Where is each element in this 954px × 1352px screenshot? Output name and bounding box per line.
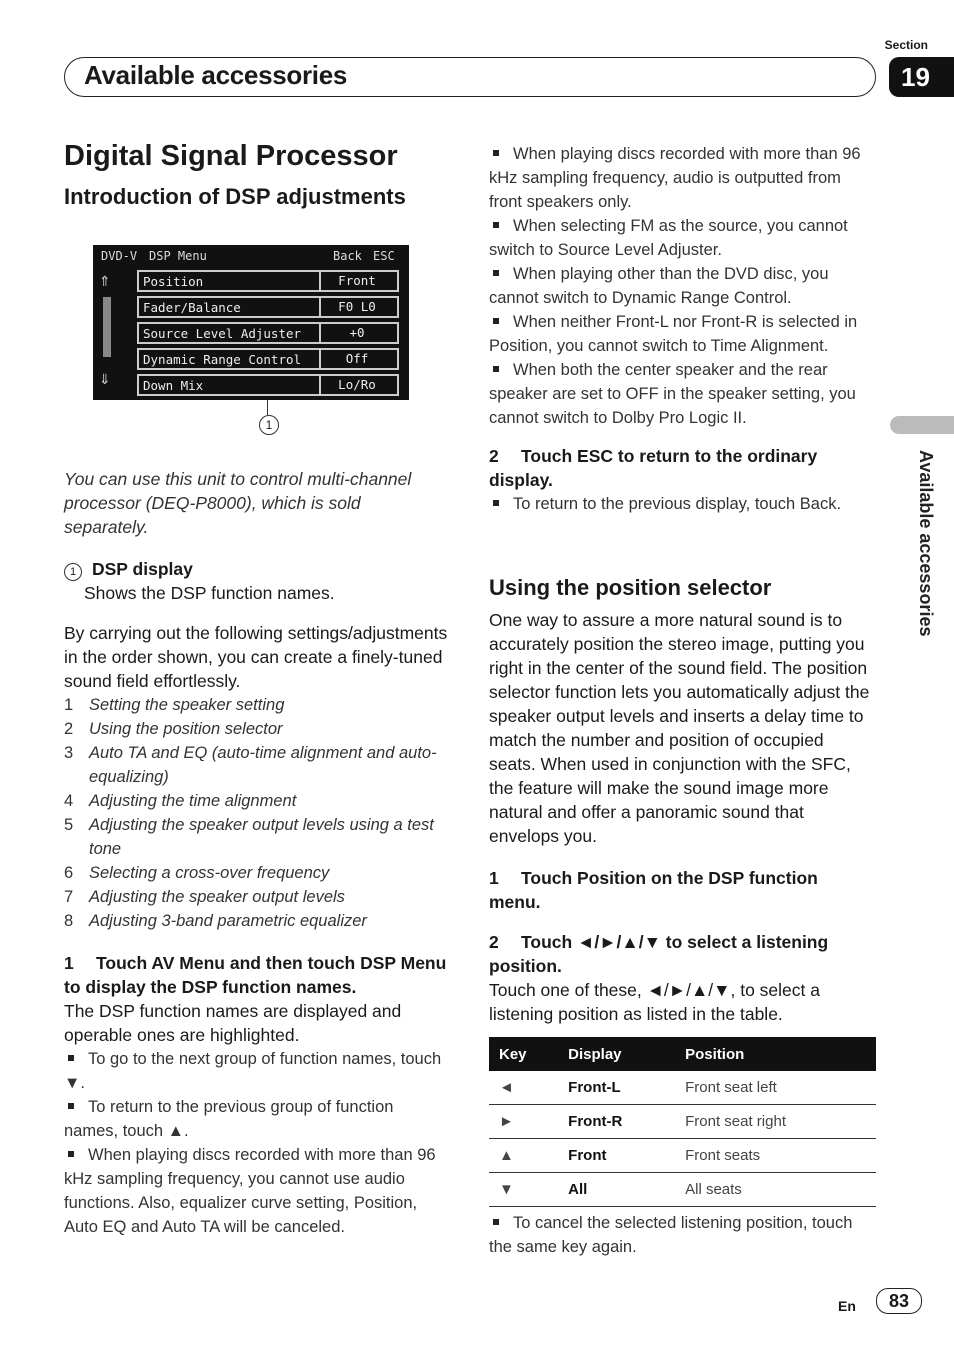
dsp-display-item <box>64 557 449 581</box>
subtitle-intro: Introduction of DSP adjustments <box>64 184 406 209</box>
scrollbar[interactable] <box>103 297 111 357</box>
screen-esc[interactable]: ESC <box>373 249 395 263</box>
bullet: When playing other than the DVD disc, you cannot switch to Dynamic Range Control. <box>489 265 829 307</box>
setup-paragraph: By carrying out the following settings/adjustments in the order shown, you can create a finely-tuned sound field effortlessly. <box>64 623 448 691</box>
row-label: Source Level Adjuster <box>143 325 302 341</box>
bullet: When playing discs recorded with more than 96 kHz sampling frequency, audio is outputted from front speakers only. <box>489 145 861 211</box>
dsp-display-title: DSP display <box>92 559 193 579</box>
row-value: Off <box>319 350 393 368</box>
section-number: 19 <box>889 57 954 97</box>
pos-step-1: 1 Touch Position on the DSP function menu. <box>489 868 818 912</box>
col-display: Display <box>558 1037 675 1071</box>
steps-list <box>64 693 449 933</box>
table-row: ▲ Front Front seats <box>489 1139 876 1173</box>
row-label: Position <box>143 273 204 289</box>
left-column <box>64 467 449 1239</box>
bullet: When both the center speaker and the rear speaker are set to OFF in the speaker setting, you cannot switch to Dolby Pro Logic II. <box>489 361 856 427</box>
row-value: +0 <box>319 324 393 342</box>
pos-step-2: 2 Touch ◄/►/▲/▼ to select a listening position. <box>489 932 829 976</box>
position-section <box>489 608 874 1026</box>
table-row: ▼ All All seats <box>489 1173 876 1207</box>
col-position: Position <box>675 1037 876 1071</box>
dsp-display-desc: Shows the DSP function names. <box>84 583 335 603</box>
header-title: Available accessories <box>84 60 348 90</box>
bullet: When playing discs recorded with more than 96 kHz sampling frequency, you cannot use audio functions. Also, equalizer curve setting, Position, Auto EQ and Auto TA will be canceled. <box>64 1146 436 1236</box>
screen-row[interactable] <box>137 374 399 396</box>
col-key: Key <box>489 1037 558 1071</box>
subtitle-position: Using the position selector <box>489 575 772 600</box>
screen-menu: DSP Menu <box>149 249 207 263</box>
row-value: F0 L0 <box>319 298 393 316</box>
screen-source: DVD-V <box>101 249 138 263</box>
list-item: 6 Selecting a cross-over frequency <box>64 864 330 882</box>
bullet: To go to the next group of function names, touch ▼. <box>64 1050 442 1092</box>
dsp-screen <box>93 245 409 400</box>
row-value: Front <box>319 272 393 290</box>
list-item: 1 Setting the speaker setting <box>64 696 285 714</box>
side-label: Available accessories <box>916 450 936 637</box>
screen-row[interactable] <box>137 270 399 292</box>
right-column <box>489 142 874 516</box>
page-title: Digital Signal Processor <box>64 140 398 172</box>
position-table <box>489 1037 876 1207</box>
scroll-up-icon[interactable]: ⇑ <box>99 273 111 289</box>
bullet: When neither Front-L nor Front-R is selected in Position, you cannot switch to Time Alignment. <box>489 313 858 355</box>
list-item: 7 Adjusting the speaker output levels <box>64 888 345 906</box>
list-item: 5 Adjusting the speaker output levels using a test tone <box>64 816 434 858</box>
step-2-heading: 2 Touch ESC to return to the ordinary display. <box>489 446 818 490</box>
list-item: 4 Adjusting the time alignment <box>64 792 297 810</box>
dsp-display-num: 1 <box>64 563 82 581</box>
step-1-desc: The DSP function names are displayed and operable ones are highlighted. <box>64 1001 402 1045</box>
screen-top-bar <box>93 245 409 267</box>
table-row: ► Front-R Front seat right <box>489 1105 876 1139</box>
language-code: En <box>838 1298 856 1314</box>
side-tab <box>890 416 954 434</box>
intro-text: You can use this unit to control multi-channel processor (DEQ-P8000), which is sold separately. <box>64 469 412 537</box>
bullet: When selecting FM as the source, you cannot switch to Source Level Adjuster. <box>489 217 848 259</box>
bullet: To return to the previous group of function names, touch ▲. <box>64 1098 394 1140</box>
row-value: Lo/Ro <box>319 376 393 394</box>
position-paragraph: One way to assure a more natural sound is to accurately position the stereo image, putting you right in the center of the sound field. The position selector function lets you automatically adjust the speaker output levels and inserts a delay time to match the number and position of occupied seats. When used in conjunction with the SFC, the feature will make the sound image more natural and offer a panoramic sound that envelops you. <box>489 610 870 846</box>
screen-row[interactable] <box>137 322 399 344</box>
step-1-heading: 1 Touch AV Menu and then touch DSP Menu to display the DSP function names. <box>64 953 447 997</box>
page-number: 83 <box>876 1288 922 1314</box>
list-item: 3 Auto TA and EQ (auto-time alignment and auto-equalizing) <box>64 744 437 786</box>
screen-row[interactable] <box>137 348 399 370</box>
callout-line <box>267 400 268 415</box>
row-label: Down Mix <box>143 377 204 393</box>
list-item: 8 Adjusting 3-band parametric equalizer <box>64 912 367 930</box>
screen-row[interactable] <box>137 296 399 318</box>
table-row: ◄ Front-L Front seat left <box>489 1071 876 1105</box>
list-item: 2 Using the position selector <box>64 720 283 738</box>
callout-marker: 1 <box>259 415 279 435</box>
row-label: Fader/Balance <box>143 299 241 315</box>
final-bullet: To cancel the selected listening position, touch the same key again. <box>489 1214 853 1256</box>
table-header <box>489 1037 876 1071</box>
scroll-down-icon[interactable]: ⇓ <box>99 371 111 387</box>
screen-back[interactable]: Back <box>333 249 362 263</box>
pos-step-2-desc: Touch one of these, ◄/►/▲/▼, to select a listening position as listed in the table. <box>489 980 820 1024</box>
row-label: Dynamic Range Control <box>143 351 302 367</box>
bullet: To return to the previous display, touch Back. <box>489 492 874 516</box>
section-label: Section <box>884 38 928 52</box>
